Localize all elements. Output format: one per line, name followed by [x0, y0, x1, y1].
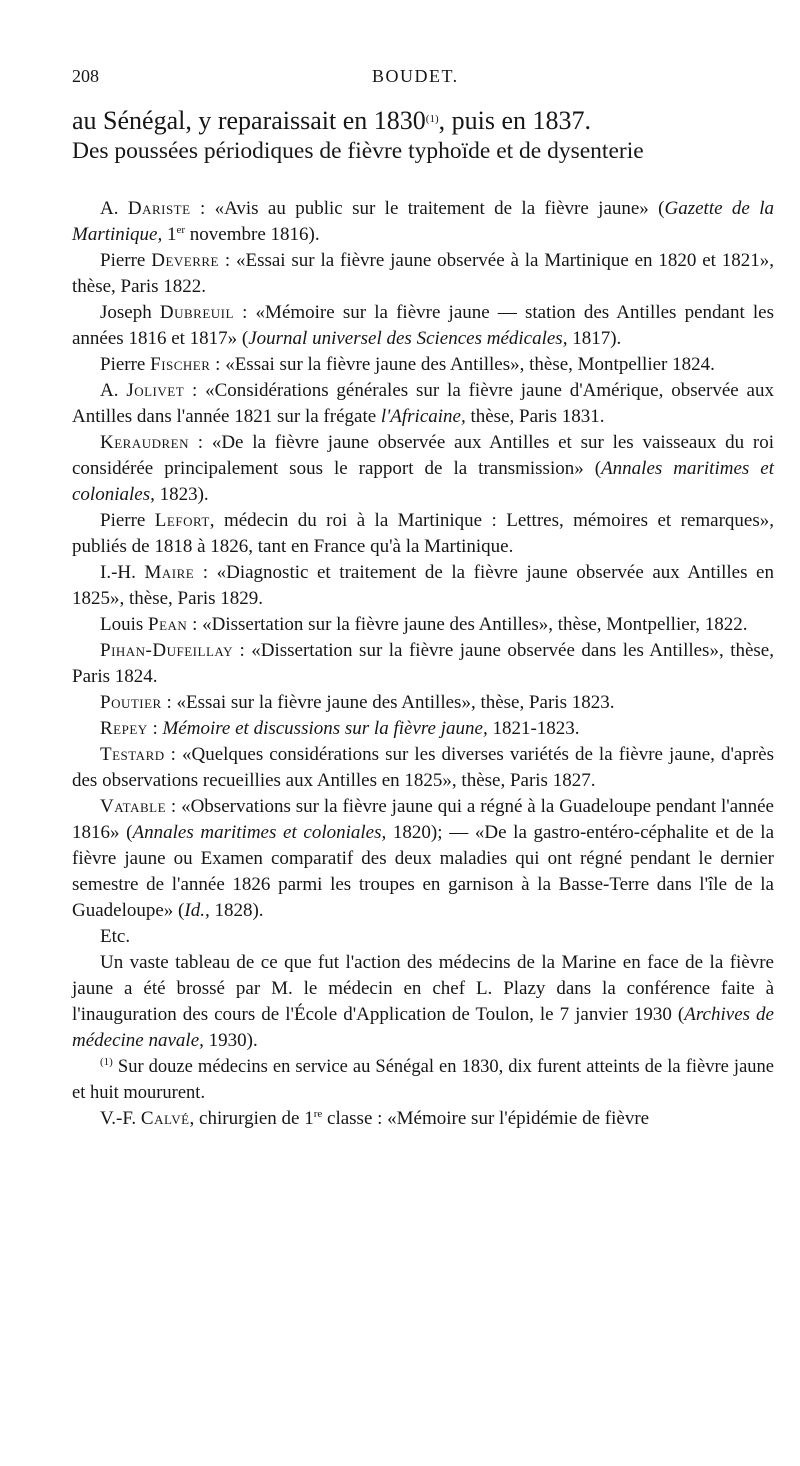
bib-entry-maire: I.-H. Maire : «Diagnostic et traitement de la fièvre jaune observée aux Antilles en 1825», thèse, Paris 1829. [72, 562, 774, 609]
bib-entry-jolivet: A. Jolivet : «Considérations générales sur la fièvre jaune d'Amérique, observée aux Antilles dans l'année 1821 sur la frégate l'Africaine, thèse, Paris 1831. [72, 380, 774, 427]
footnote-reference: (1) [425, 113, 439, 125]
ibid-reference: Id., [184, 900, 210, 921]
page-body [72, 106, 774, 1132]
intro-text-b: , puis en 1837. [438, 106, 591, 135]
author-name: Repey [100, 718, 148, 739]
author-name: Dubreuil [159, 302, 234, 323]
author-name: Lefort [154, 510, 210, 531]
intro-line-2: Des poussées périodiques de fièvre typhoïde et de dysenterie [72, 138, 644, 164]
bib-entry-dariste: A. Dariste : «Avis au public sur le traitement de la fièvre jaune» (Gazette de la Martinique, 1er novembre 1816). [72, 198, 774, 245]
author-name: Deverre [151, 250, 219, 271]
footnote [72, 1054, 774, 1106]
bib-entry-pean: Louis Pean : «Dissertation sur la fièvre jaune des Antilles», thèse, Montpellier, 1822. [100, 614, 748, 635]
bib-entry-deverre: Pierre Deverre : «Essai sur la fièvre jaune observée à la Martinique en 1820 et 1821», thèse, Paris 1822. [72, 250, 775, 297]
author-name: Calvé [140, 1108, 190, 1129]
author-name: Dariste [127, 198, 191, 219]
bib-entry-poutier: Poutier : «Essai sur la fièvre jaune des Antilles», thèse, Paris 1823. [100, 692, 615, 713]
bib-entry-repey: Repey : Mémoire et discussions sur la fièvre jaune, 1821-1823. [100, 718, 580, 739]
author-name: Maire [144, 562, 195, 583]
footnote-marker: (1) [100, 1056, 113, 1068]
bib-entry-calve: V.-F. Calvé, chirurgien de 1re classe : «Mémoire sur l'épidémie de fièvre [100, 1108, 650, 1129]
running-header [72, 66, 774, 88]
publication-title: Gazette de la Martinique, [72, 198, 774, 245]
author-name: Jolivet [126, 380, 185, 401]
intro-line-1 [72, 106, 774, 136]
author-name: Fischer [150, 354, 211, 375]
bib-entry-keraudren: Keraudren : «De la fièvre jaune observée aux Antilles et sur les vaisseaux du roi considérée principalement sous le rapport de la transmission» (Annales maritimes et coloniales, 1823). [72, 432, 774, 505]
author-name: Vatable [100, 796, 167, 817]
intro-text-a: au Sénégal, y reparaissait en 1830 [72, 106, 426, 135]
author-name: Poutier [100, 692, 162, 713]
author-name: Pihan-Dufeillay [100, 640, 233, 661]
publication-title: Journal universel des Sciences médicales, [248, 328, 568, 349]
bib-entry-fischer: Pierre Fischer : «Essai sur la fièvre jaune des Antilles», thèse, Montpellier 1824. [100, 354, 715, 375]
bib-entry-dubreuil: Joseph Dubreuil : «Mémoire sur la fièvre jaune — station des Antilles pendant les années 1816 et 1817» (Journal universel des Sciences médicales, 1817). [72, 302, 774, 349]
bibliography-list [72, 196, 774, 1132]
bib-entry-testard: Testard : «Quelques considérations sur les diverses variétés de la fièvre jaune, d'après des observations recueillies aux Antilles en 1825», thèse, Paris 1827. [72, 744, 774, 791]
etc-line: Etc. [100, 926, 131, 947]
ship-name: l'Africaine, [380, 406, 466, 427]
author-name: Keraudren [100, 432, 189, 453]
publication-title: Archives de médecine navale, [72, 1004, 774, 1051]
author-name: Testard [100, 744, 165, 765]
bib-entry-vatable: Vatable : «Observations sur la fièvre jaune qui a régné à la Guadeloupe pendant l'année 1816» (Annales maritimes et coloniales, 1820); — «De la gastro-entéro-céphalite et de la fièvre jaune ou Examen comparatif des deux maladies qui ont régné pendant le dernier semestre de l'année 1826 parmi les troupes en garnison à la Basse-Terre dans l'île de la Guadeloupe» (Id., 1828). [72, 796, 775, 921]
bib-entry-lefort: Pierre Lefort, médecin du roi à la Martinique : Lettres, mémoires et remarques», publiés de 1818 à 1826, tant en France qu'à la Martinique. [72, 510, 774, 557]
page-number: 208 [72, 66, 99, 86]
publication-title: Annales maritimes et coloniales, [72, 458, 774, 505]
bib-entry-pihan-dufeillay: Pihan-Dufeillay : «Dissertation sur la fièvre jaune observée dans les Antilles», thèse, Paris 1824. [72, 640, 774, 687]
publication-title: Annales maritimes et coloniales, [132, 822, 387, 843]
publication-title: Mémoire et discussions sur la fièvre jaune, [162, 718, 488, 739]
footnote-text: Sur douze médecins en service au Sénégal en 1830, dix furent atteints de la fièvre jaune et huit moururent. [72, 1057, 774, 1103]
closing-paragraph: Un vaste tableau de ce que fut l'action des médecins de la Marine en face de la fièvre jaune a été brossé par M. le médecin en chef L. Plazy dans la conférence faite à l'inauguration des cours de l'École d'Application de Toulon, le 7 janvier 1930 (Archives de médecine navale, 1930). [72, 952, 774, 1051]
running-title: BOUDET. [372, 66, 459, 86]
author-name: Pean [148, 614, 188, 635]
